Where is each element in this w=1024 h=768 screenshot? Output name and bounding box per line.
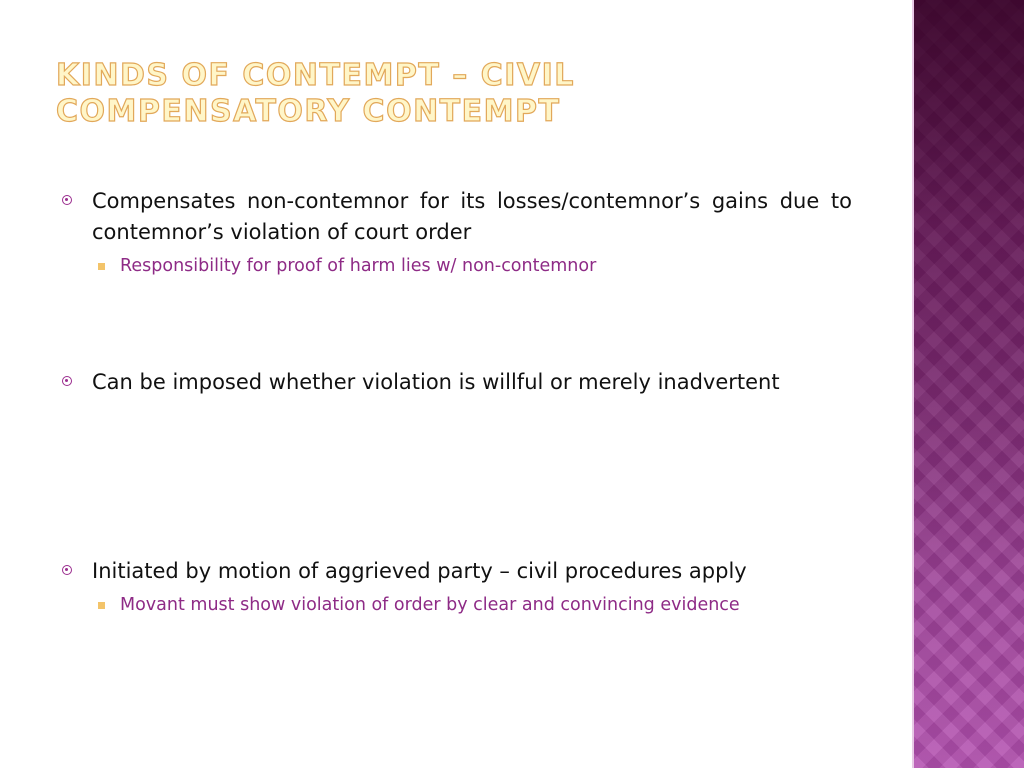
slide-title: KINDS OF CONTEMPT – CIVIL COMPENSATORY CONTEMPT bbox=[56, 58, 575, 129]
bullet-item bbox=[60, 367, 852, 398]
bullet-text: Initiated by motion of aggrieved party – civil procedures apply bbox=[92, 559, 747, 583]
decorative-side-panel bbox=[912, 0, 1024, 768]
sub-bullet-text: Movant must show violation of order by clear and convincing evidence bbox=[120, 595, 740, 615]
side-panel-edge bbox=[912, 0, 914, 768]
square-bullet-icon bbox=[98, 602, 105, 609]
sub-bullet-item bbox=[60, 593, 852, 617]
bullet-text: Can be imposed whether violation is willful or merely inadvertent bbox=[92, 370, 780, 394]
square-bullet-icon bbox=[98, 263, 105, 270]
circle-bullet-icon bbox=[62, 565, 72, 575]
bullet-item bbox=[60, 556, 852, 617]
sub-bullet-item bbox=[60, 254, 852, 278]
circle-bullet-icon bbox=[62, 195, 72, 205]
bullet-item bbox=[60, 186, 852, 278]
sub-bullet-text: Responsibility for proof of harm lies w/ non-contemnor bbox=[120, 256, 597, 276]
bullet-text: Compensates non-contemnor for its losses/contemnor’s gains due to contemnor’s violation of court order bbox=[92, 189, 852, 244]
circle-bullet-icon bbox=[62, 376, 72, 386]
